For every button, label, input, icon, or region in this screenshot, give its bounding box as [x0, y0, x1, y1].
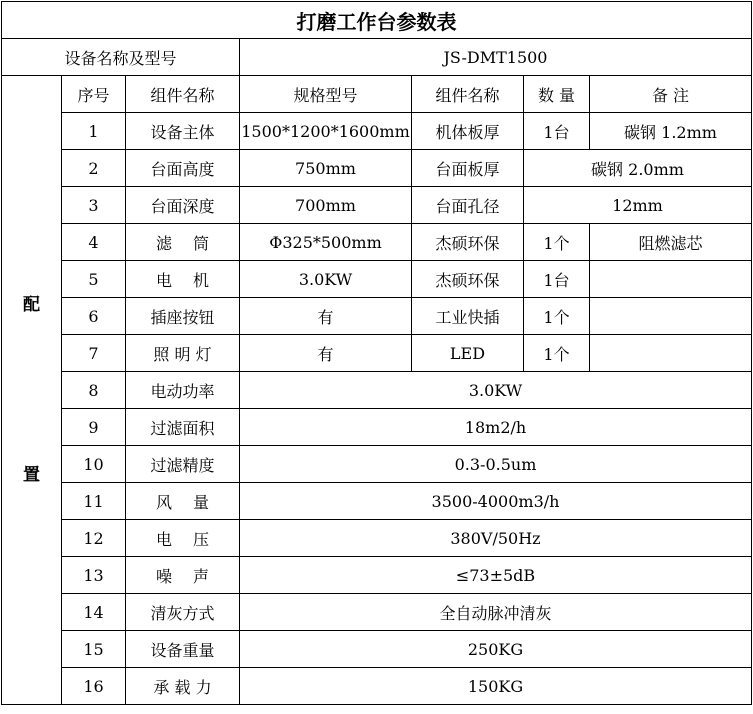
header-component: 组件名称	[126, 76, 240, 113]
row-spec: 3.0KW	[240, 261, 412, 298]
row-spec: 700mm	[240, 187, 412, 224]
row-name: 台面深度	[126, 187, 240, 224]
row-note	[590, 298, 752, 335]
table-row	[2, 187, 752, 224]
row-no: 5	[62, 261, 126, 298]
row-name: 设备主体	[126, 113, 240, 150]
row-no: 10	[62, 446, 126, 483]
row-note: 阻燃滤芯	[590, 224, 752, 261]
row-name: 设备重量	[126, 631, 240, 668]
row-qty: 1台	[524, 113, 590, 150]
header-qty: 数 量	[524, 76, 590, 113]
row-no: 1	[62, 113, 126, 150]
row-note: 碳钢 1.2mm	[590, 113, 752, 150]
row-value: 150KG	[240, 668, 752, 705]
row-name: 台面高度	[126, 150, 240, 187]
table-row	[2, 446, 752, 483]
row-no: 8	[62, 372, 126, 409]
table-row	[2, 113, 752, 150]
row-qty: 1台	[524, 261, 590, 298]
row-value: 250KG	[240, 631, 752, 668]
side-label	[2, 76, 62, 705]
table-row	[2, 594, 752, 631]
table-row	[2, 261, 752, 298]
row-spec: 有	[240, 335, 412, 372]
row-name: 风 量	[126, 483, 240, 520]
row-value: 碳钢 2.0mm	[524, 150, 752, 187]
side-label-bottom: 置	[23, 465, 40, 485]
model-label: 设备名称及型号	[2, 39, 240, 76]
row-no: 6	[62, 298, 126, 335]
table-row	[2, 372, 752, 409]
row-value: 0.3-0.5um	[240, 446, 752, 483]
row-no: 15	[62, 631, 126, 668]
row-name: 承 载 力	[126, 668, 240, 705]
row-name: 照 明 灯	[126, 335, 240, 372]
header-note: 备 注	[590, 76, 752, 113]
row-name2: LED	[412, 335, 524, 372]
row-name: 过滤面积	[126, 409, 240, 446]
row-no: 11	[62, 483, 126, 520]
row-qty: 1个	[524, 224, 590, 261]
row-name: 电动功率	[126, 372, 240, 409]
row-no: 7	[62, 335, 126, 372]
row-value: 12mm	[524, 187, 752, 224]
row-name: 滤 筒	[126, 224, 240, 261]
row-no: 4	[62, 224, 126, 261]
table-row	[2, 483, 752, 520]
row-name: 插座按钮	[126, 298, 240, 335]
side-label-top: 配	[23, 295, 40, 315]
row-no: 3	[62, 187, 126, 224]
row-name2: 杰硕环保	[412, 261, 524, 298]
row-name: 噪 声	[126, 557, 240, 594]
table-row	[2, 520, 752, 557]
row-no: 13	[62, 557, 126, 594]
row-qty: 1个	[524, 298, 590, 335]
row-name2: 机体板厚	[412, 113, 524, 150]
row-qty: 1个	[524, 335, 590, 372]
row-value: 380V/50Hz	[240, 520, 752, 557]
spec-table	[1, 1, 752, 705]
row-no: 9	[62, 409, 126, 446]
table-row	[2, 409, 752, 446]
row-name2: 工业快插	[412, 298, 524, 335]
row-value: 3.0KW	[240, 372, 752, 409]
model-value: JS-DMT1500	[240, 39, 752, 76]
row-spec: 750mm	[240, 150, 412, 187]
table-row	[2, 335, 752, 372]
header-component-2: 组件名称	[412, 76, 524, 113]
row-spec: Φ325*500mm	[240, 224, 412, 261]
row-name2: 台面孔径	[412, 187, 524, 224]
header-spec: 规格型号	[240, 76, 412, 113]
row-spec: 1500*1200*1600mm	[240, 113, 412, 150]
row-no: 12	[62, 520, 126, 557]
table-row	[2, 298, 752, 335]
row-no: 16	[62, 668, 126, 705]
row-no: 14	[62, 594, 126, 631]
spec-sheet	[1, 1, 751, 713]
row-value: 全自动脉冲清灰	[240, 594, 752, 631]
row-name: 过滤精度	[126, 446, 240, 483]
table-row	[2, 150, 752, 187]
table-row	[2, 557, 752, 594]
row-name2: 台面板厚	[412, 150, 524, 187]
row-value: ≤73±5dB	[240, 557, 752, 594]
row-name: 清灰方式	[126, 594, 240, 631]
row-value: 3500-4000m3/h	[240, 483, 752, 520]
row-name: 电 压	[126, 520, 240, 557]
page-title: 打磨工作台参数表	[2, 2, 752, 39]
row-no: 2	[62, 150, 126, 187]
row-spec: 有	[240, 298, 412, 335]
header-no: 序号	[62, 76, 126, 113]
row-note	[590, 335, 752, 372]
row-name: 电 机	[126, 261, 240, 298]
row-name2: 杰硕环保	[412, 224, 524, 261]
row-value: 18m2/h	[240, 409, 752, 446]
table-row	[2, 631, 752, 668]
row-note	[590, 261, 752, 298]
table-row	[2, 224, 752, 261]
table-row	[2, 668, 752, 705]
